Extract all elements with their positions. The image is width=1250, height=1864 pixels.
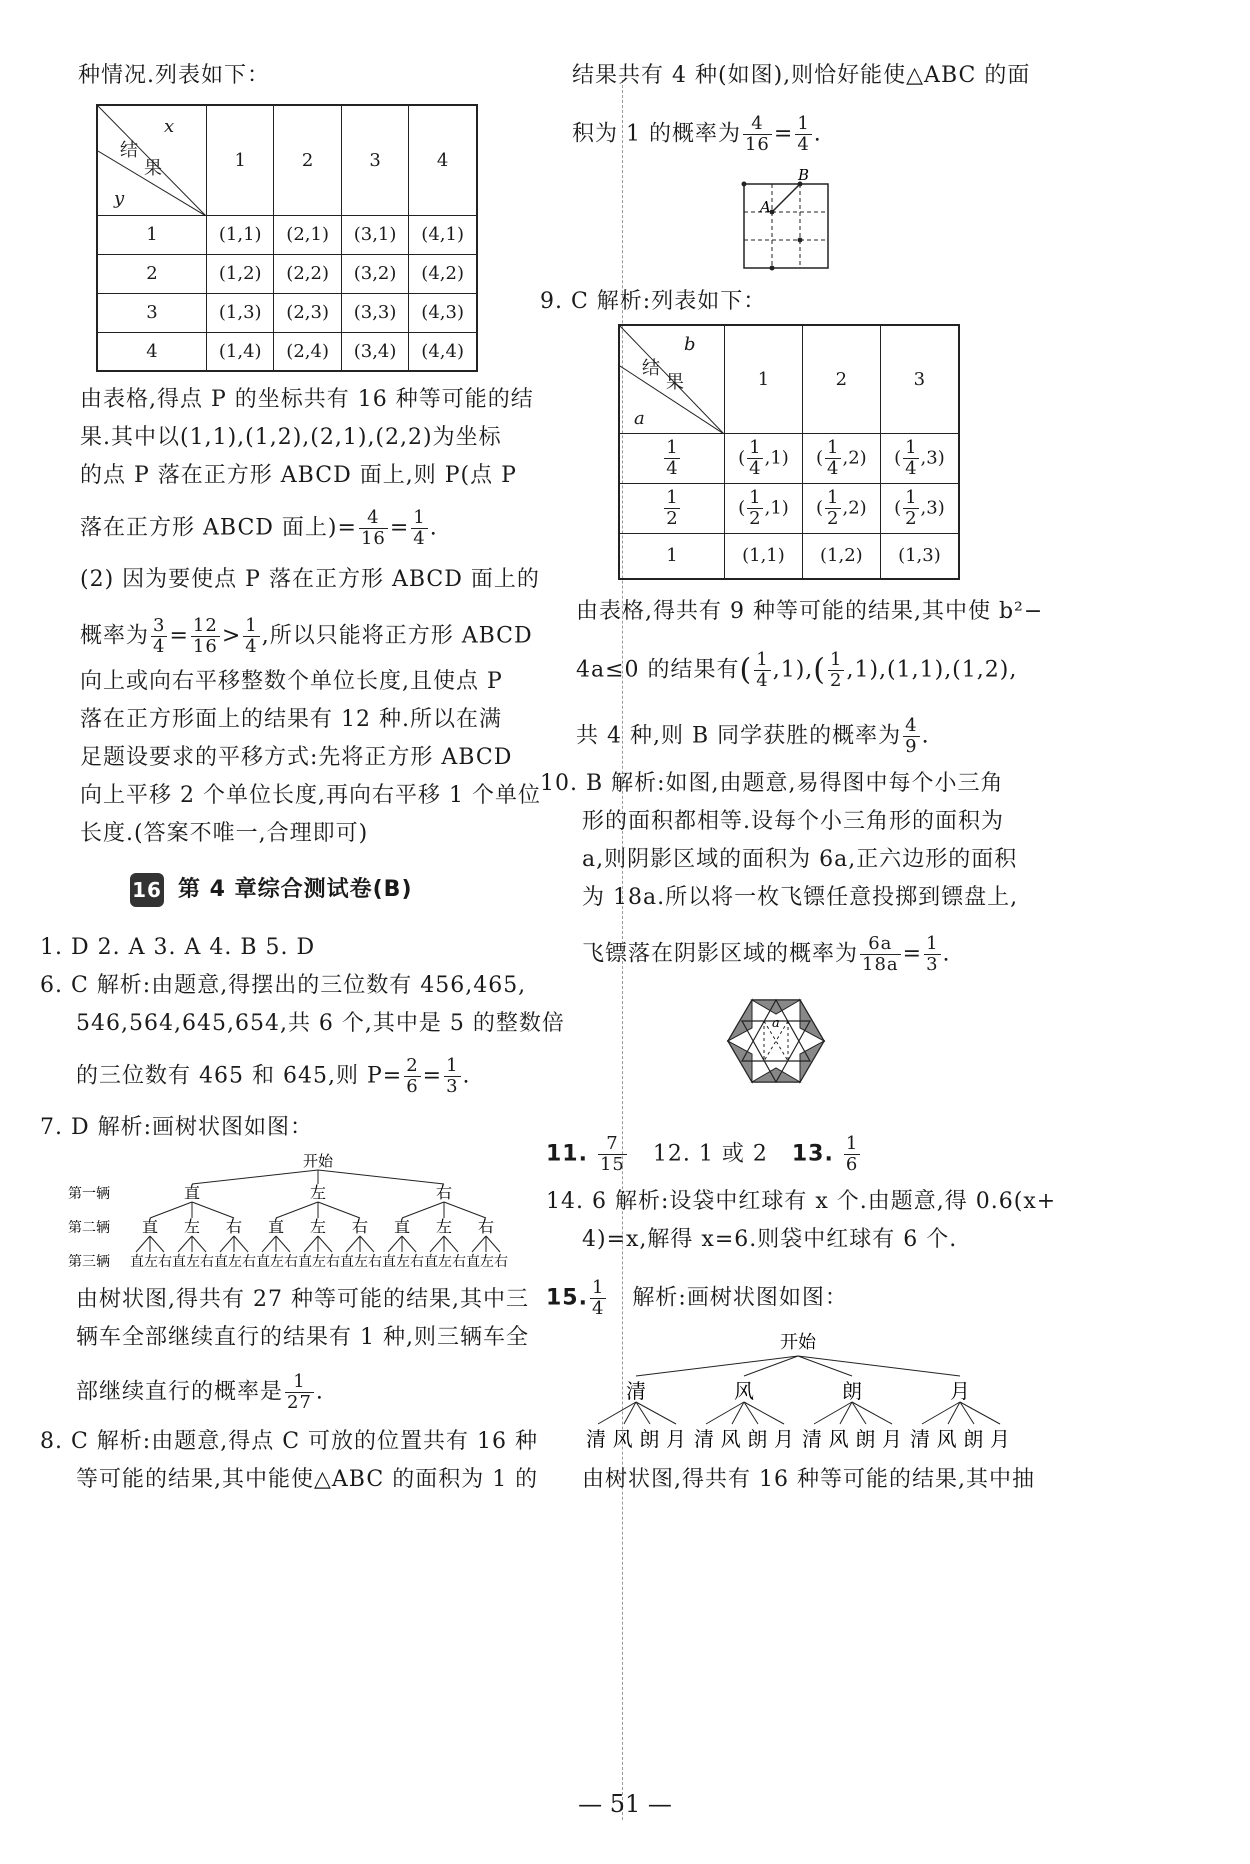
col-header: 2 <box>274 105 341 215</box>
tree-node: 左 <box>309 1217 327 1236</box>
text: 4a≤0 的结果有 <box>576 657 740 683</box>
denominator: 4 <box>749 457 761 479</box>
fraction <box>359 508 388 549</box>
section-badge: 16 <box>130 873 164 907</box>
text: 部继续直行的概率是 <box>76 1379 284 1405</box>
col-header: 1 <box>725 325 803 433</box>
numerator: 12 <box>192 615 218 636</box>
text-line: 14. 6 解析:设袋中红球有 x 个.由题意,得 0.6(x+ <box>546 1189 1057 1214</box>
table-cell: (3,1) <box>341 215 408 254</box>
tree-node: 直 <box>183 1183 201 1202</box>
table-cell: (2,4) <box>274 332 341 371</box>
fraction <box>747 438 762 479</box>
corner-a: a <box>634 408 645 429</box>
denominator: 16 <box>360 528 386 549</box>
numerator: 7 <box>598 1134 627 1155</box>
tree-node: 左 <box>309 1183 327 1202</box>
numerator: 1 <box>926 933 939 954</box>
text: 解析:画树状图如图： <box>632 1285 848 1311</box>
text: 积为 1 的概率为 <box>572 121 741 147</box>
denominator: 9 <box>905 736 918 757</box>
fraction <box>243 616 259 657</box>
tree-node: 直 <box>141 1217 159 1236</box>
corner-x: x <box>164 116 175 137</box>
text-line-with-fraction <box>572 114 822 155</box>
paren: ( <box>739 652 753 688</box>
row-header: 3 <box>97 293 207 332</box>
corner-y: y <box>114 188 125 209</box>
tree-node: 右 <box>477 1217 495 1236</box>
text-line-with-fraction <box>546 1278 848 1319</box>
numerator: 1 <box>666 436 678 458</box>
fraction <box>747 488 762 529</box>
text: 概率为 <box>80 623 150 649</box>
result-table-1 <box>96 104 478 372</box>
text-line: 由树状图,得共有 27 种等可能的结果,其中三 <box>76 1287 529 1312</box>
text: ,1) <box>846 657 880 683</box>
text-line: 9. C 解析:列表如下： <box>540 289 767 314</box>
row-header: 1 <box>97 215 207 254</box>
table-cell: (1,1) <box>207 215 274 254</box>
tree-node: 右 <box>225 1217 243 1236</box>
q13-number: 13. <box>791 1141 834 1167</box>
period: . <box>921 723 930 749</box>
numerator: 1 <box>845 1133 859 1154</box>
equals: = <box>902 941 923 967</box>
numerator: 1 <box>285 1372 314 1393</box>
denominator: 3 <box>446 1076 459 1097</box>
text: 飞镖落在阴影区域的概率为 <box>582 941 859 967</box>
text: ,1) <box>772 657 806 683</box>
tree-leaves: 清风朗月 <box>802 1427 902 1451</box>
cell-tail: ,2) <box>842 497 867 518</box>
tree-leaves: 直左右直左右直左右直左右直左右直左右直左右直左右直左右 <box>130 1254 508 1270</box>
denominator: 4 <box>413 528 426 549</box>
numerator: 1 <box>749 486 761 508</box>
numerator: 1 <box>245 615 258 636</box>
corner-guo: 果 <box>144 158 162 179</box>
text-line: 向上或向右平移整数个单位长度,且使点 P <box>80 669 503 694</box>
text-line: 种情况.列表如下： <box>78 63 270 88</box>
table-cell: (3,3) <box>341 293 408 332</box>
table-cell: (2,1) <box>274 215 341 254</box>
fraction <box>903 488 918 529</box>
tree-diagram-1 <box>62 1148 512 1278</box>
corner-jie: 结 <box>120 140 138 161</box>
text-line: 4)=x,解得 x=6.则袋中红球有 6 个. <box>582 1227 958 1252</box>
point-a-label: A <box>760 198 771 216</box>
text: 共 4 种,则 B 同学获胜的概率为 <box>576 723 902 749</box>
denominator: 2 <box>905 507 917 529</box>
fraction <box>924 934 940 975</box>
numerator: 3 <box>153 615 166 636</box>
equals: = <box>389 515 410 541</box>
row-header <box>619 433 725 483</box>
text-line: 6. C 解析:由题意,得摆出的三位数有 456,465, <box>40 973 527 998</box>
text-line: 由表格,得点 P 的坐标共有 16 种等可能的结 <box>80 387 534 412</box>
denominator: 4 <box>827 457 839 479</box>
tree-node: 月 <box>950 1379 970 1403</box>
tree-node: 清 <box>626 1379 646 1403</box>
numerator: 1 <box>905 436 917 458</box>
fraction <box>191 616 220 657</box>
fraction <box>598 1134 627 1175</box>
tree-node: 风 <box>734 1379 754 1403</box>
q15-number: 15. <box>546 1285 588 1311</box>
numerator: 1 <box>749 436 761 458</box>
numerator: 1 <box>756 649 769 670</box>
denominator: 16 <box>192 636 218 657</box>
equals: = <box>773 121 794 147</box>
text: 的三位数有 465 和 645,则 P= <box>76 1063 403 1089</box>
denominator: 15 <box>599 1154 625 1175</box>
table-corner <box>97 105 207 215</box>
col-header: 4 <box>409 105 477 215</box>
fraction <box>285 1372 314 1413</box>
denominator: 18a <box>862 954 899 975</box>
equals: = <box>422 1063 443 1089</box>
corner-b: b <box>684 334 696 355</box>
cell-tail: ,3) <box>920 447 945 468</box>
text-line: 为 18a.所以将一枚飞镖任意投掷到镖盘上, <box>582 885 1019 910</box>
tree-leaves: 清风朗月 <box>694 1427 794 1451</box>
row-header: 4 <box>97 332 207 371</box>
fraction <box>860 934 901 975</box>
denominator: 4 <box>591 1298 605 1319</box>
fraction <box>444 1056 460 1097</box>
text-line-with-fraction: 4a≤0 的结果有( $\frac{1}{4}$ ,1),( $\frac{1}{2}$ ,1),(1,1),(1,2), <box>576 649 1018 691</box>
fraction <box>664 438 679 479</box>
text-line-with-fraction <box>76 1372 324 1413</box>
denominator: 4 <box>153 636 166 657</box>
numerator: 4 <box>743 114 772 135</box>
answers-11-13 <box>546 1134 862 1175</box>
denominator: 16 <box>744 134 770 155</box>
paren: ( <box>813 652 827 688</box>
tree-leaves: 清风朗月 <box>910 1427 1010 1451</box>
tree-leaves: 清风朗月 <box>586 1427 686 1451</box>
text-line: 长度.(答案不唯一,合理即可) <box>80 821 369 846</box>
numerator: 1 <box>797 113 810 134</box>
point-b-label: B <box>798 166 810 184</box>
text-line-with-fraction <box>76 1056 471 1097</box>
denominator: 3 <box>926 954 939 975</box>
cell-tail: ,1) <box>764 497 789 518</box>
fraction <box>404 1056 420 1097</box>
period: . <box>315 1379 324 1405</box>
period: . <box>462 1063 471 1089</box>
table-cell: ( $\frac{1}{2}$ ,2) <box>802 483 880 533</box>
fraction <box>754 650 770 691</box>
tree-root: 开始 <box>780 1332 816 1353</box>
numerator: 1 <box>827 486 839 508</box>
text-line: 由树状图,得共有 16 种等可能的结果,其中抽 <box>582 1467 1035 1492</box>
table-cell: (3,2) <box>341 254 408 293</box>
text-line: 向上平移 2 个单位长度,再向右平移 1 个单位 <box>80 783 541 808</box>
text-line-with-fraction <box>576 716 930 757</box>
tree-node: 直 <box>267 1217 285 1236</box>
fraction <box>844 1134 860 1175</box>
denominator: 2 <box>749 507 761 529</box>
text-line: 10. B 解析:如图,由题意,易得图中每个小三角 <box>540 771 1004 796</box>
tree-root: 开始 <box>302 1152 334 1170</box>
numerator: 1 <box>666 486 678 508</box>
denominator: 2 <box>830 670 843 691</box>
cell-tail: ,2) <box>842 447 867 468</box>
table-cell: ( $\frac{1}{2}$ ,1) <box>725 483 803 533</box>
numerator: 1 <box>446 1055 459 1076</box>
text-line: 辆车全部继续直行的结果有 1 种,则三辆车全 <box>76 1325 529 1350</box>
denominator: 27 <box>287 1392 312 1413</box>
numerator: 4 <box>359 508 388 529</box>
fraction <box>825 438 840 479</box>
text-line: 7. D 解析:画树状图如图： <box>40 1115 314 1140</box>
numerator: 1 <box>827 436 839 458</box>
numerator: 4 <box>905 715 918 736</box>
tree-node: 直 <box>393 1217 411 1236</box>
fraction <box>903 438 918 479</box>
row-header: 2 <box>97 254 207 293</box>
numerator: 1 <box>413 507 426 528</box>
denominator: 4 <box>666 457 678 479</box>
tree-node: 左 <box>183 1217 201 1236</box>
q11-number: 11. <box>546 1141 588 1167</box>
fraction <box>590 1278 606 1319</box>
table-cell: ( $\frac{1}{4}$ ,2) <box>802 433 880 483</box>
fraction <box>411 508 427 549</box>
denominator: 4 <box>797 134 810 155</box>
row-header: 1 <box>619 533 725 579</box>
tree-node: 朗 <box>842 1379 862 1403</box>
table-corner <box>619 325 725 433</box>
text-line: a,则阴影区域的面积为 6a,正六边形的面积 <box>582 847 1018 872</box>
col-header: 3 <box>341 105 408 215</box>
corner-guo: 果 <box>666 372 684 393</box>
period: . <box>813 121 822 147</box>
numerator: 2 <box>406 1055 419 1076</box>
tree-node: 左 <box>435 1217 453 1236</box>
table-cell: (3,4) <box>341 332 408 371</box>
cell-tail: ,1) <box>764 447 789 468</box>
text-line: 果.其中以(1,1),(1,2),(2,1),(2,2)为坐标 <box>80 425 502 450</box>
table-cell: (1,2) <box>207 254 274 293</box>
numerator: 6a <box>860 934 901 955</box>
tree-row-label: 第一辆 <box>68 1186 110 1202</box>
col-header: 1 <box>207 105 274 215</box>
answers-1-5: 1. D 2. A 3. A 4. B 5. D <box>40 935 316 960</box>
denominator: 4 <box>756 670 769 691</box>
table-cell: (1,3) <box>207 293 274 332</box>
text-line: 由表格,得共有 9 种等可能的结果,其中使 b²− <box>576 599 1044 624</box>
denominator: 4 <box>245 636 258 657</box>
page-number: — 51 — <box>578 1790 672 1818</box>
table-cell: (1,1) <box>725 533 803 579</box>
tree-row-label: 第二辆 <box>68 1220 110 1236</box>
tree-node: 右 <box>351 1217 369 1236</box>
text: 落在正方形 ABCD 面上)= <box>80 515 357 541</box>
table-cell: (1,2) <box>802 533 880 579</box>
hex-label-a: a <box>772 1016 780 1031</box>
table-cell: ( $\frac{1}{4}$ ,1) <box>725 433 803 483</box>
text-line: 落在正方形面上的结果有 12 种.所以在满 <box>80 707 502 732</box>
tree-node: 右 <box>435 1183 453 1202</box>
fraction <box>743 114 772 155</box>
section-title: 第 4 章综合测试卷(B) <box>178 877 413 902</box>
text: ,所以只能将正方形 ABCD <box>261 623 533 649</box>
table-cell: (2,2) <box>274 254 341 293</box>
denominator: 6 <box>845 1154 859 1175</box>
table-cell: ( $\frac{1}{2}$ ,3) <box>880 483 959 533</box>
table-cell: (4,4) <box>409 332 477 371</box>
text-line: (2) 因为要使点 P 落在正方形 ABCD 面上的 <box>80 567 540 592</box>
denominator: 6 <box>406 1076 419 1097</box>
col-header: 3 <box>880 325 959 433</box>
table-cell: (4,2) <box>409 254 477 293</box>
fraction <box>825 488 840 529</box>
row-header <box>619 483 725 533</box>
equals: = <box>169 623 189 649</box>
table-cell: (1,4) <box>207 332 274 371</box>
numerator: 1 <box>905 486 917 508</box>
greater-than: > <box>221 623 242 649</box>
text: ,(1,1),(1,2), <box>879 657 1018 683</box>
text-line-with-fraction <box>80 616 533 657</box>
corner-jie: 结 <box>642 358 660 379</box>
text-line-with-fraction <box>80 508 438 549</box>
numerator: 1 <box>830 649 843 670</box>
col-header: 2 <box>802 325 880 433</box>
section-heading <box>130 872 413 908</box>
fraction <box>664 488 679 529</box>
text-line: 足题设要求的平移方式:先将正方形 ABCD <box>80 745 513 770</box>
text-line-with-fraction <box>582 934 951 975</box>
text-line: 形的面积都相等.设每个小三角形的面积为 <box>582 809 1004 834</box>
fraction <box>903 716 919 757</box>
fraction <box>795 114 811 155</box>
tree-edges <box>598 1356 1000 1424</box>
text-line: 8. C 解析:由题意,得点 C 可放的位置共有 16 种 <box>40 1429 539 1454</box>
denominator: 2 <box>666 507 678 529</box>
fraction <box>151 616 167 657</box>
fraction <box>828 650 844 691</box>
denominator: 2 <box>827 507 839 529</box>
hexagon-dartboard-figure <box>724 996 828 1086</box>
period: . <box>942 941 951 967</box>
numerator: 1 <box>591 1277 605 1298</box>
tree-diagram-2 <box>580 1326 1020 1456</box>
table-cell: (2,3) <box>274 293 341 332</box>
tree-row-label: 第三辆 <box>68 1254 110 1270</box>
table-cell: (1,3) <box>880 533 959 579</box>
grid-figure <box>738 166 838 272</box>
period: . <box>429 515 438 541</box>
denominator: 4 <box>905 457 917 479</box>
result-table-2 <box>618 324 960 580</box>
text-line: 的点 P 落在正方形 ABCD 面上,则 P(点 P <box>80 463 517 488</box>
text-line: 等可能的结果,其中能使△ABC 的面积为 1 的 <box>76 1467 539 1492</box>
q12-answer: 12. 1 或 2 <box>652 1141 768 1167</box>
table-cell: ( $\frac{1}{4}$ ,3) <box>880 433 959 483</box>
text-line: 546,564,645,654,共 6 个,其中是 5 的整数倍 <box>76 1011 565 1036</box>
cell-tail: ,3) <box>920 497 945 518</box>
table-cell: (4,1) <box>409 215 477 254</box>
text-line: 结果共有 4 种(如图),则恰好能使△ABC 的面 <box>572 63 1031 88</box>
table-cell: (4,3) <box>409 293 477 332</box>
